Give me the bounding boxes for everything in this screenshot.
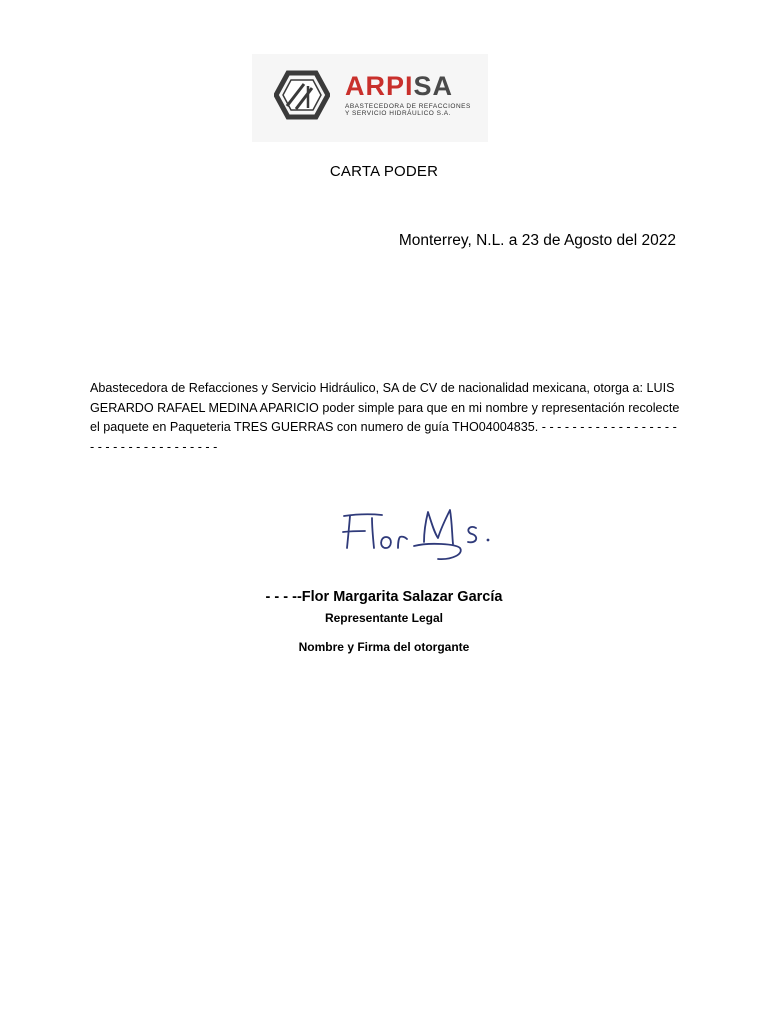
signature-caption: Nombre y Firma del otorgante	[298, 640, 470, 654]
logo-tagline: ABASTECEDORA DE REFACCIONES Y SERVICIO HIDRÁULICO S.A.	[345, 103, 471, 117]
signer-name: - - - --Flor Margarita Salazar García	[265, 589, 503, 605]
arpisa-hexagon-logo-icon	[274, 70, 330, 120]
handwritten-signature	[328, 502, 508, 568]
logo-wordmark: ARPISA	[345, 71, 454, 101]
document-title: CARTA PODER	[329, 163, 439, 180]
company-logo	[252, 54, 488, 142]
signer-role: Representante Legal	[324, 611, 444, 625]
document-body: Abastecedora de Refacciones y Servicio Hidráulico, SA de CV de nacionalidad mexicana, otorga a: LUIS GERARDO RAFAEL MEDINA APARICIO poder simple para que en mi nombre y representación recolecte el paquete en Paqueteria TRES GUERRAS con numero de guía THO04004835. - - - - - - - - - - - - - - - - - - - - - - - - - - - - - - - - - - -	[90, 381, 680, 454]
date-line: Monterrey, N.L. a 23 de Agosto del 2022	[398, 232, 676, 249]
